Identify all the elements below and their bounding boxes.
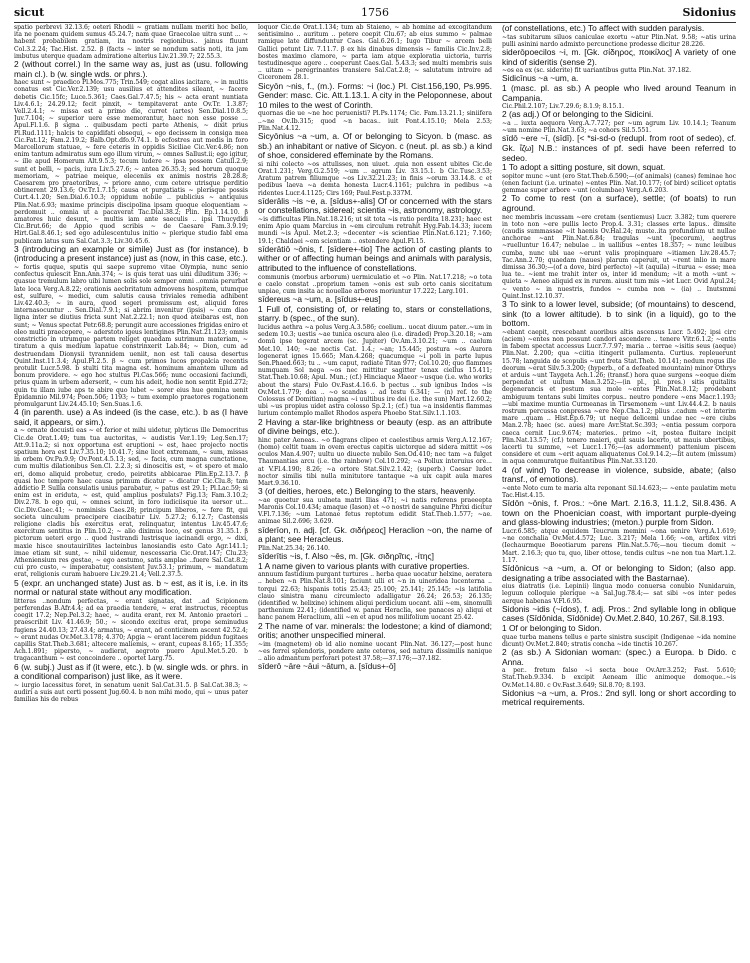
entry-citations: ~ae quoetur sua uulneta matri Ilias 471; ~i natis referens praeeepta Maronis Col.10.434; amaque (Iason) et ~o nostri de sanguine Phrixi dicitur V.Fl.7.136; ~um Latonae fetus reptotum edidit Stat.Theb.1.577; ~ae. animae Sil.2.696; 3.629. — [258, 496, 492, 526]
entry-citations: sopitor munc ~unt (ero Stat.Theb.6.590;—(of animals) (canes) feminae hoc (enen faciunt (i.e. urinate) ~entes Plin. Nat.10.177; (of bird) scilicet optatis gemmae super arbore ~unt (columbae) Verg.A.6.203. — [502, 172, 736, 195]
entry-definition: 1 (masc. pl. as sb.) A people who lived around Teanum in Campania. — [502, 82, 736, 103]
entry-definition: 2 (as adj.) Of or belonging to the Sidicini. — [502, 109, 654, 120]
entry-definition: 1 Of or belonging to Sidon. — [502, 623, 602, 633]
entry-citations: a per.. fretum falso ~i secta boue Ov.Arr.3.252; Fast. 5.610; Stat.Theb.9.334. b excipit Aeneam illic animoque domoque..~is Ov.Met.14.80. c Ov.Fast.3.649; Sil.8.70; 8.193. — [502, 667, 736, 689]
entry-definition: 2 To come to rest (on a surface), settle; (of boats) to run aground. — [502, 193, 736, 213]
entry-definition: 1 Full of, consisting of, or relating to, stars or constellations, starry. b (spec., of the sun). — [258, 303, 492, 324]
entry-definition: Sīdōn ~ōnis, f. Pros.: ~ōne Mart. 2.16.3, 11.1.2, Sil.8.436. A town on the Phoenician coast, with important purple-dyeing and glass-blowing industries; (meton.) purple from Sidon. — [502, 498, 736, 528]
entry-citations: ~is difficultas Plin.Nat.18.216; ut sit tota ~is ratio perdita 18.231; haec est enim Apio quam Marcius in ~em circulum retrahit Hyg.Fab.14.33; iucem mundi ~is Apul. Met.2.3; ~decenter ~is scientiae Plin.Nat.6.121; 7.160; 19.1; Chaldaei ~em scientiam .. ostendere Apul.Fl.15. — [258, 216, 492, 245]
entry-citations: quornas die ue ~ne hoc peruenisti? Pl.Ps.1174; Cic. Fam.13.21.1; siniifera ..~ne Ov.Ib.315; quod ~n bacas.. iuit Pont.4.15.10; Mela 2.53; Plin.Nat.4.12. — [258, 110, 492, 132]
entry-citations: hinc pater Aeneas.. ~o flagrans clipeo et caelestibus armis Verg.A.12.167; (homo) celtit tuam in ovem erectus capitis uictorque ad sidera mittit ~os oculos Man.4.907; uultu uo diuecte nubilo Sen.Od.410; nec tam ~a fulget Thaumantias arcu (i.e. the rainbow) Col.10.292; ~a Pollux interuius ore... at V.Fl.4.190; 8.26; ~a ortore Stat.Silv.2.1.42; (superb.) Caesar ludet noctor similis tibi nulla minitutore tantaque ~a uix capit aula mares Mart.9.36.10. — [258, 436, 492, 488]
entry-citations: ~a .. iuxta aequora Verg.A.7.727; per ~um agrum Liv. 10.14.1; Teanum ~um nomine Plin.Nat.3.63; ~a cohors Sil.5.551. — [502, 119, 736, 135]
entry-definition: 1 To adopt a sitting posture, sit down, squat. — [502, 162, 666, 173]
header-rule — [14, 22, 736, 23]
entry-definition: Sicyōnius ~a ~um, a. Of or belonging to Sicyon. b (masc. as sb.) an inhabitant or native of Sicyon. c (neut. pl. as sb.) a kind of shoe, considered effeminate by the Romans. — [258, 131, 492, 161]
dictionary-columns — [14, 24, 736, 955]
column-2 — [258, 24, 492, 955]
column-3 — [502, 24, 736, 955]
entry-citations: eius diatratis (i.e. Lepinii) lingua modo conuersa conubio Nunidaruin, leguun colloquie plerique ~a Sal.Jug.78.4;— sat sibi ~os inter pedes aerque habenas V.Fl.6.95. — [502, 583, 736, 605]
entry-citations: si nihi colecto ~os attulisses, non uiuet. .quia non essent ubites Cic.de Orat.1.231; Verg.G.2.519; ~um .. agrum Liv. 33.15.1. b Cic.Tusc.3.53; Aratum patrem filiumque ~os Liv.32.21.23; in finis ~orum 33.14.8. c et pedibus laeva ~a demta honesta Lucr.4.1161; pulchra in pedibus ~a ridentes Lucr.4.1125; Cirs 169; Paul.Fest.p.337M. — [258, 160, 492, 197]
header-first-headword: sicut — [14, 6, 45, 19]
header-last-headword: Sidonius — [682, 6, 736, 19]
entry-definition: sīderīon, n. adj. [cf. Gk. σιδήρεος] Heraclion ~on, the name of a plant; see Heracleus. — [258, 524, 492, 545]
entry-definition: 2 (without correl.) In the same way as, just as (usu. following main cl.). b (w. single wds. or phrs.). — [14, 59, 248, 79]
entry-citations: communis (morbus arborum) uermiculatio et ~o Plin. Nat.17.218; ~o tota e caelo constat ..proprium tamen ~onis est sub orto canis siccitatum unpiae, cum insita ac nouellae arbores moriuntur 17.222; Larg.101. — [258, 273, 492, 295]
entry-definition: 4 (of wind) To decrease in violence, subside, abate; (also transf., of emotions). — [502, 464, 736, 485]
entry-definition: sīderītis ~is, f. Also ~ēs, m. [Gk. σιδηρῖτις, -ίτης] — [258, 551, 434, 562]
entry-citations: a ~ ornate docuisti eas ~ et ferior et mihi uidetur, plyticus ille Democritus Cic.de Orat.1.49; tum tua auctoritas, ~ audistis Ver.1.19; Leg.Sen.17; Att.9.11a.2; si nox opportuna est eruptioni ~ est, haec projecto noctis spatium hora est Liv.7.35.10; 10.41.7; sine licet extremam, ~ sum, missas in orbem Ov.Pa.9.9; Ov.Pont.4.5.13; sed, ~ facis, cum magna cunctatione, cum multis dilationibus Sen.Cl. 2.2.3; si dinoscitis est, ~ et spero et malo eri, domo aliquid probetur, credo, peiretits abbicarae Plin.Ep.2.13.7. β quasi hoc tempore haec causa primum dicatur ~ dicatur Cic.Clu.8; tam addictio P. Sullia consulatis unius parabatur, ~ patus est 29.1; Pl.Lac.59; si enim est in eriduta, ~ est, quid amplius postulats? Fig.13; Fam.3.10.2; Div.2.78. b ego qui, ~ omnes sciunt, in foro iudiciisque ita uersor ut... Cic.Div.Caec.41; ~ nominisis Caes.28; principum liberos, ~ fere fit, qui societa uinculum praecipere ciacibatur Liv. 5.27.2; 6.12.7; Castensis religione cladis bis exercitus erat, relinquatur, intentus Liv.45.47.6; exercitum sentitus in Plin.10.2; ~ alio diximus loco, est genus 31.35.1. β pictorum ueteri ergo .. quod lustrandi lustrisque iacinandi ergo, ~ dixi, maxie hisce snoutauirilites lacteinbus lanosiandis esto Cato Agr.141.1; imae etiam sit sunt, ~ nihil uidemur, nescessaria Cic.Orat.147; Clu.23; Atheniensium res gestae, ~ ego aestumo, satis amplae ..fuere Sal.Cat.8.2; cui pro custo, ~ imperabatur, consistent Juv.53.1; primum, ~ mandatum erat, religionis curam habuere Liv.29.21.4; Vell.2.37.5. — [14, 427, 248, 579]
entry-definition: 2 The name of var. minerals: the lodestone; a kind of diamond; oritis; another unspecified mineral. — [258, 620, 492, 641]
entry-definition: Sidonius ~a ~um, a. Pros.: 2nd syll. long or short according to metrical requirements. — [502, 687, 736, 708]
entry-citations: quae turba manens tellus e parte sinistra suscipit (Indigenae ~ida nomine dicunt) Ov.Met.2.840; stratis concha ~ide tinctis 10.267. — [502, 633, 736, 648]
entry-citations: ~ente Noto cum te maria alta reponant Sil.14.623;— ~ente paulatim metu Tac.Hist.4.15. — [502, 484, 736, 500]
entry-definition: 3 (introducing an example or simile) Just as (for instance). b (introducing a present instance) just as (now, in this case, etc.). — [14, 243, 248, 264]
entry-definition: Sidonis ~idis (~ídos), f. adj. Pros.: 2nd syllable long in oblique cases (Sīdōnida, Sīdōnide) Ov.Met.2.840, 10.267, Sil.8.193. — [502, 603, 736, 624]
entry-definition: 5 (expr. an unchanged state) Just as. b ~ est, as it is, i.e. in its normal or natural state without any modification. — [14, 577, 248, 598]
page-number: 1756 — [361, 6, 389, 19]
entry-definition: siderōpoecilos ~i, m. [Gk. σίδηρος, ποικίλος] A variety of one kind of sideritis (sense 2). — [502, 47, 736, 67]
entry-definition: 3 To sink to a lower level, subside; (of mountains) to descend, sink (to a lower altitude). b to sink (in a liquid), go to the bottom. — [502, 298, 736, 329]
entry-citations: nec membris incussam ~ere cretam (sentiemus) Lucr. 3.382; tum querere in toto non ~ere pullis lecto Prop.4. 3.31; classes erte lapus.. dimsite (caudis summassae ~it haenis Ov.Hal.24; muste..ita profundium ut nullae anchorae ~ant Plin.Nat.6.84; tragulas ~unt (pecorum), aegtrus ~ruelluntur 16.47; nebulae .. in uallibus ~entes 18.357; ~ nunc leuibus cumba, nunc ubi uae ~erunt valis propinquare ~itiamen Liv.28.45.7; Tac.Ann.2.70; quaedam (naues) plarum caperuit, ut ~rent inlio in mare dimissa 36.30;—(of a dove, bird perfecto) ~it (aquila) ~iturua ~ esse; mea lua te.. ~ient me trahit inter os, inter id mendum; ~it a moth ~unt ~ quieta ~ Aeneo aliquid ex in rurem. aiusit tum mis ~iet Lucr. Ovid Apul.24; ~ vento ~ in nuestris, fundos ~ cumba non ~ (ia) .. Inutsmmi Quint.Inst.12.10.37. — [502, 213, 736, 300]
entry-definition: 4 (in parenth. use) a As indeed (is the case, etc.). b as (I have said, it appears, or sim.). — [14, 407, 248, 427]
entry-citations: Cic.Phil.2.107; Liv.7.29.6; 8.1.9; 8.15.1. — [502, 103, 625, 111]
entry-citations: Plin.Nat.25.34; 26.140. — [258, 544, 330, 552]
entry-definition: 2 Having a star-like brightness or beauty (esp. as an attribute of divine beings, etc.). — [258, 416, 492, 437]
entry-definition: 6 (w. subj.) Just as if (it were, etc.). b (w. single wds. or phrs. in a conditional comparison) just like, as it were. — [14, 661, 248, 682]
entry-citations: ~ fortis quque, sputis qui saepe supremo vitae Olympia, nunc senio confectus quiescit Enn.Ann.374; ~ is quis terat uas uini diluditum 336; ~ quasue tremulum labro uibi lumen solis sole semper omni ..omnia perurbat late loca Verg.A.8.22; orationis aecbritatum admovens hospitem, utumque est, sulfure, ~ medici, cum salutis causa triviales remedia adhibent Liv.42.40.3; ~ in aura, quod segeri promissum est, aliquid fores internasocuntur .. Sen.Dial.7.9.1; si abrim invenitur (ipsis) ~ cum diao ligna inter se diutius fricta sunt Nat.2.22.1; non quod ateibaras est, non sunt; ~ Venus spectat Petr.68.8; perungit aure accessiones frigidas eniro et oleo multi praecepere, ~ aderstoto igeus lentigines Plin.Nat.21.123; omnis constrictio in utrumque partem religet quaedam sutrimum materiam, ~ tiratum a quis medium lapatue constrinxerit Lab.84; ~ Dion, cum ad destruendam Dionysii tyrannidem ueniit, non est tali causa desertus Quint.Inst.11.3.4; Apul.Fl.2.5. β ~ cum primos lucos propalcia recentis protulit Lucr.5.98. b stulti tita magna est. hominum amantem ullum ad bonum providere. ~ ego hoc stultus Pl.Cas.566; nunc occasioni faciundi, prius quam in urbem aderserit, ~ cum his adeit, hodie non sentit Epid.272; quin tu illam iube aps te abire quo lubet ~ sorer eius hue gemina uenit Epidamnio Mil.974; Poen.506; 1193; ~ tum exemplo praetores rogationem promulgarunt Liv.24.45.10; Sen.Suas.1.6. — [14, 264, 248, 408]
entry-citations: ~ iurgio lacessitus foret, in senatum uenit Sal.Cat.31.5. β Sal.Cat.38.3; ~ audiri a suis aut certi possent Jug.60.4. b non mihi modo, qui ~ unus pater familias his de rebus — [14, 681, 248, 704]
entry-definition: sīderālis ~is ~e, a. [sīdus+-alis] Of or concerned with the stars or constellations, sidereal; scientia ~is, astronomy, astrology. — [258, 195, 492, 216]
entry-definition: sīderō ~āre ~āui ~ātum, a. [sīdus+-ō] — [258, 661, 396, 672]
entry-definition: sīdereus ~a ~um, a. [sīdus+-eus] — [258, 294, 381, 305]
entry-definition: sīdō ~ere ~ī, (sīdī). [< *si-sd-o (redupl. from root of sedeo), cf. Gk. ἵζω] N.B.: instances of pf. sedi have been referred to sedeo. — [502, 133, 736, 163]
entry-citations: ~tas subitarum siluos caniculae exortu ~atur Plin.Nat. 9.58; ~atis urina pulli asinini nardo admixto percunctione prodesse dicitur 28.226. — [502, 33, 736, 48]
entry-citations: spatio perbrevi 32.13.6; oeteri Rhodii ~ gratiam nullam meriti hoc bello, ita ne poenam quidem sumus 45.24.7; nam quae Graecolae uitra sunt ... ~ habent probabilem gratiam, ita nostris regionibus.. jainus fluunt Col.3.2.24; Tac.Hist. 2.52. β (facts ~ inter se nondum satis noti, ita jam imbutus uterque quadam admiratione alterius Liv.21.39.7; 22.55.3. — [14, 24, 248, 60]
entry-citations: ~im (magnetem) ob id alio nomine uocant Plin.Nat. 36.127;—post hunc ~es ferrei splendoris, pondere ante ceteros, sed natura dissimilis nanique .. alio admantum perforari potest 37.58;—37.176;—37.182. — [258, 640, 492, 663]
entry-citations: haec sunt ~ praedico Pl.Mos.775; Trin.549; cogat alios iacitare, ~ in multis conatus est Cic.Ver.2.139; usu ausilius et attendites sileant, ~ facere debetis Cic.15fc; Luce.5.361; Caes.Gal.7.47.5; his ~ acta erant nuntiata Liv.4.6.1; 24.29.12; fecit pinxit, ~ tempitaverat ante Ov.Tr. 1.3.87; Vell.2.4.1; ~ missa est a primo die, curret (artes) Sen.Dial.10.8.5; Juv.7.104; ~ superior uere esse memorantur, haec non esse posse ... Apul.Fl.1.6. β signa .. quibusdam pecti parte Athenis, ~ dixit prius Pl.Rud.1111; halcis te capidifati obsequi, ~ ego decissem in consiga mea Cic.Fat.12; Fam.2.19.2; Balb.Opt.dfo.9.74.1. b ecfostres aut medis in foro Marcellorum statuae, ~ fere ceteris in oppidis Siciliae Cic.Ver.4.86; non enim tantum admiratus sum ego illum virum, ~ omnes Sallust.ii; ego igitur, ~ ille apud Homerum Alt.9.5.3; tecum ludere ~ ipsa possem Catull.2.9; sunt et belli, ~ pacis, iura Liv.5.27.6; ~ antea 26.35.3; sed horum quoque memoriam, ~ patriae meique, eleceniis ex animis nostris 28.28.8; Caesarem pro praetoribus, ~ priore anno, cum cetere utrisque perditio obtinerent 29.13.6; Ov.Tr.1.7.15; causa et purgatiatis ~ plerisque possis Curt.4.1.20; Sen.Dial.6.10.3; oppidum nobile .. publicius ~ antiquius Plin.Nat.6.93; maxime principis discipolina ipsam quoque eloquentiam ~ perdomuit .. omnia ut a pacaverat Tac.Dial.38.2; Plin. Ep.1.14.10. β amatores huic desunt, ~ multis iam ante saeculis .. ipsi Thucydidi Cic.Brut.66; de Appio quod scribis ~ de Caesare Fam.3.9.19; Hirt.Gal.8.46.1; sed ego adulescentulus initio ~ plerique studio fabl ema publicam latus sum Sal.Cat.3.3; Liv.30.45.6. — [14, 79, 248, 245]
entry-definition: sīderātiō ~ōnis, f. [sīdere+-tio] The action of casting plants to wither or of affecting human beings and animals with paralysis, attributed to the influence of constellations. — [258, 243, 492, 273]
column-1 — [14, 24, 248, 955]
entry-citations: ~ebant caepit, crescebant auoribus altis ascensus Lucr. 5.492; ipsi circ (aciem) ~entes non possunt candori ascendere .. tenere Vitr.6.1.2; ~entis in fabem spectat accessus Lucr.7.7.97; maria .. terrae ~isitis seus (aeque) Plin.Nat. 2.200; qua ~ciitia itingerit pullamenta. Curtius. repleuerunt 15.78; languida de scopulis ~unt freta Stat.Theb. 10.141; nedum rogus ille deorum ~erat Silv.5.3.200; (hyperb., of a defeated mountain) minor Othrys et arduis ~unt Taygeta Ach.1.26; (transf.) hora quae surgens ~eoque diem perpendat et uultum Man.3.252;—(in pl., pl. pres.) sitis quitalits degenerancis et pestum sua mole ~entes Plin.Nat.8.12; prodebant ambiguum tentans subi limites corpus.. neutro pondere ~ens Macr.1.193;—ubi maxime muntia Curmeanas in Tirsemonem ~unt Liv.44.4.2. b nauis rostrum percussa conpressa ~ere Nep.Cha.1.2; plius ..cadum ~et interim mare ..quam .. Hist.Ep.6.79; ut neque delicemi undae nec ~ere ciubs Man.2.78; haec (sc. aues) mare Avr.Stat.Sc.393; ~entia pessum corpora caeca cernit Luc.9.674; materies.. primo ~it, postea fluitare incipit Plin.Nat.13.57; (cf.) tenero maieri, quit sauis lacerto, ut mauis ubertibus, lacerti tu summe, ~et Lucr.1.176;—(as adornment) pattenium piscem considere et cum ~erit aquam aliquatenus Col.9.14.2;—lit autem (missum) in aqua conmuratque fluitantibus Plin.Nat.33.120. — [502, 328, 736, 466]
entry-citations: litteras ..nondum perfectas, ~ erant signatas, dat ..ad Scipionem perferendas B.Afr.4.4; ad ea praedia tendere, ~ erat instructus, receptus coegit 17.2; Nep.Pel.3.2; haec, ~ audita erant, rex M. Antonio praetori .. praescribit Liv. 41.46.9; 50.; ~ sicondo excitus erat, prope seminudus fugiens 24.40.13; 27.43.4; armatus, ~ erant, ad conticinem ascent 42.52.4; ~ erant nudas Ov.Met.3.178; 4.370; Apgia ~ erant lacerem piddun fugitaes capillis Stat.Theb.3.681; altecere maliemis, ~ erant, cupeas 8.165; 11.355; Ach.1.891; pipersto, ~ audierat, aegroto puero Apul.Met.5.20. b tragacanthum ~ est concoindere .. oportet Larg.75. — [14, 597, 248, 663]
entry-definition: 3 (of deities, heroes, etc.) Belonging to the stars, heavenly. — [258, 486, 476, 497]
entry-definition: Sidicīnus ~a ~um, a. — [502, 73, 579, 84]
entry-citations: ~os ea ex (sc. siderite) fit uariantibus gutta Plin.Nat. 37.182. — [502, 67, 692, 75]
entry-definition: (of constellations, etc.) To affect with sudden paralysis. — [502, 24, 705, 33]
entry-citations: annuum fastidium purgant turtures .. herba quae uocatur helxine, aeratera .. heben ~n Plin.Nat.8.101; faciunt ulli et ~n in uineridea lucenterna .. torqui 22.63; hispanis totis 25.43; 25.100; 25.141; 25.145; ~is latifolia clauo sinistra manu circumlecto adalligatur 26.24; 26.53; 26.135; (identified w. helixine) ichinem aliqui perdicium uocant. alii ~em, sinomulli parthenium 22.41; (identified w. panax Heraclia, see panaces a) aliqui et hanc panem Heraclium, alii ~en et apud nos milifolium uocant 25.42. — [258, 571, 492, 622]
entry-definition: 1 A name given to various plants with curative properties. — [258, 560, 470, 571]
entry-citations: Lucr.6.585; atque equidem Teucrum memini ~ona uenire Verg.A.1.619; ~ne conchalia Ov.Met.4.572; Luc. 3.217; Mela 1.66; ~on, artifex vitri (Iechaurmque Boeotiarum parens Plin.Nat.5.76;—nou tiecum domit ~ Mart. 2.16.3; quo tu, quo, liber ottose, tendis cultus ~ne non tua Mart.1.2. 1.17. — [502, 528, 736, 564]
entry-definition: Sicyōn ~nis, f., (m.). Forms: ~i (loc.) Pl. Cist.156,190, Ps.995. Gender: masc. Cic. Att.1.13.1. A city in the Peloponnese, about 10 miles to the west of Corinth. — [258, 80, 492, 110]
entry-citations: lucidus aethra ~a polus Verg.A.3.586; coelium.. uocat diuum pater..~um in sedem 10.3; uestis ~ae tunica oscura aleo (i.e. diraded) Prop.3.20.18; ~am domū ipse tegerat arcem (sc. Jupiter) Ov.Am.3.10.21; ~um .. caelum Met.10. 140; ~ae noctis Cat. 1.4.; ~an; 15.445; postura ~os Aurora logenerat ignes 15.665; Man.4.268; quacumque ~i poli in parte lupus Sen.Phaed.663; tu .. ~um caput, radiate Titan 977; Col.10.20; quo flammes numquam Sol nega ~os nec mittitur sagitter tenax ciellus 15.411; Stat.Theb.10.68; Apul. Mun.; (cf.) Hinciaque Maeor ~usque (i.e. who works about the stars) Fulo Ov.Fast.4.16.6. b pectus .. sub ignibus Indos ~is Ov.Met.1.779; dea .. ~o scandas .. ad testu 6.341; — (n) ref. to the Colossus of Domitian) magna ~i uultibus ire dei (i.e. the sun) Mart.12.60.2; ubi ~us propius uidet astra colosso Sp.2.1; (cf.) tua ~a insidentis flammas lurium contemplo mallet Rhodos aspera Phoebo Stat.Silv.1.1.103. — [258, 323, 492, 418]
entry-definition: 2 (as sb.) A Sidonian woman: (spec.) a Europa. b Dido. c Anna. — [502, 647, 736, 667]
entry-definition: Sīdōnicus ~a ~um, a. Of or belonging to Sidon; (also app. designating a tribe associated with the Bastarnae). — [502, 563, 736, 583]
entry-citations: loquor Cic.de Orat.1.134; tum ab Staieno, ~ ab homine ad excogitandum sentisimino .. auritum .. petere coepit Clu.67; ab eius summo ~ palmae ramique late diffunduntur Caes. Gal.6.26.1; Iugo Tibur ~ arcem belli Gallici petunt Liv. 7.11.7. β ex his dinabus dimensis ~ familis Cic.Inv.2.8; bostes maximo clamore, ~ parta iam atque exploratia uictoria, turris testudinesque agere .. coeperunt Caes.Gal. 5.43.3; sed multi membris suis .. uitam ~ peregrinantes transiere Sal.Cat.2.8; ~ salutatum introire ad Ciceronem 28.1. — [258, 24, 492, 82]
running-header — [14, 6, 736, 20]
